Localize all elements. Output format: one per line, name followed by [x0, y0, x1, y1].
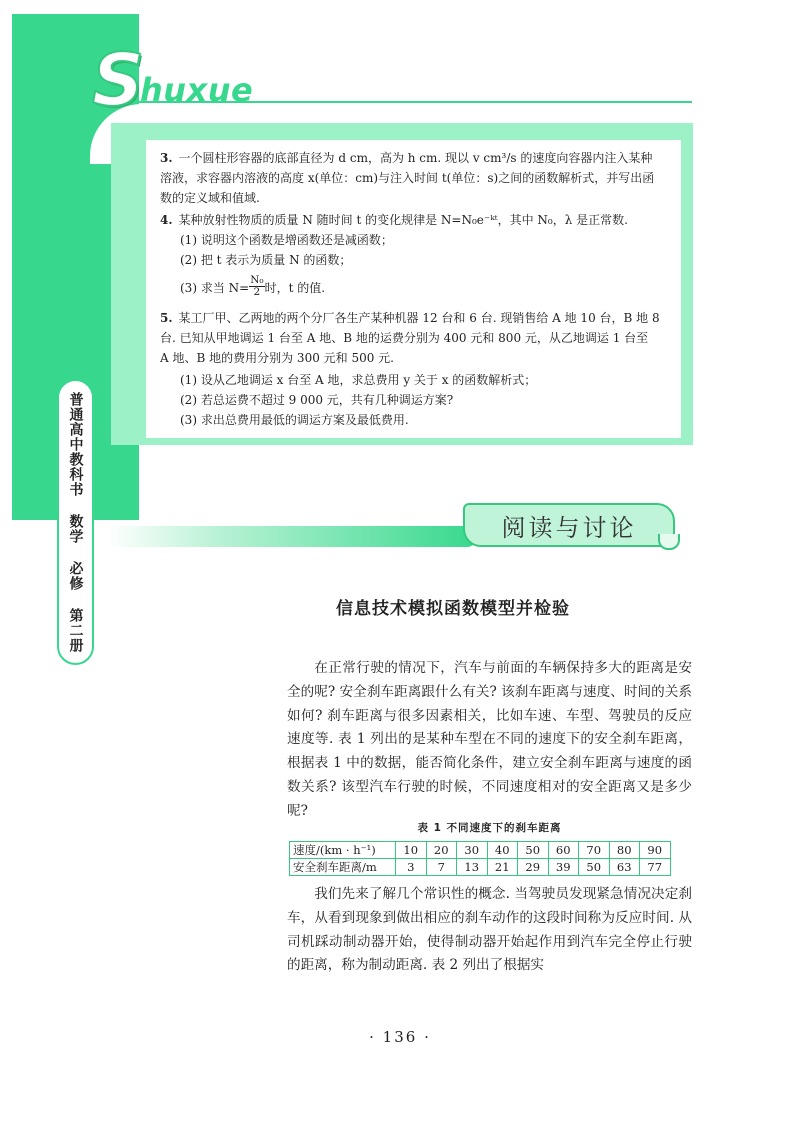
logo-initial: S	[92, 38, 144, 122]
exercise-3	[160, 148, 660, 208]
table-cell: 30	[457, 842, 488, 859]
side-label-text: 普通高中教科书 数学 必修 第二册	[67, 392, 84, 653]
table-cell: 3	[396, 859, 427, 876]
banner-bar	[107, 526, 477, 547]
table-cell: 13	[457, 859, 488, 876]
exercise-5-number: 5.	[160, 311, 173, 325]
table-cell: 29	[518, 859, 549, 876]
table-cell: 60	[548, 842, 579, 859]
table-caption: 表 1 不同速度下的刹车距离	[417, 822, 562, 834]
table-cell: 80	[609, 842, 640, 859]
table-row-speed	[290, 842, 671, 859]
exercise-4-part-3-pre: (3) 求当 N=	[180, 281, 250, 295]
body-paragraph-1: 在正常行驶的情况下，汽车与前面的车辆保持多大的距离是安全的呢? 安全刹车距离跟什么有关? 该刹车距离与速度、时间的关系如何? 刹车距离与很多因素相关，比如车速、车型、驾驶员的反应速度等. 表 1 列出的是某种车型在不同的速度下的安全刹车距离，根据表 1 中的数据，能否简化条件，建立安全刹车距离与速度的函数关系? 该型汽车行驶的时候，不同速度相对的安全距离又是多少呢?	[287, 660, 692, 819]
exercise-5-part-2: (2) 若总运费不超过 9 000 元，共有几种调运方案?	[180, 393, 454, 407]
table-cell: 63	[609, 859, 640, 876]
exercise-5	[160, 308, 660, 368]
banner-title: 阅读与讨论	[501, 513, 637, 542]
table-cell: 39	[548, 859, 579, 876]
fraction-numerator: N₀	[250, 274, 264, 286]
exercise-3-number: 3.	[160, 151, 173, 165]
table-row-distance	[290, 859, 671, 876]
table-cell: 40	[487, 842, 518, 859]
table-cell: 77	[640, 859, 671, 876]
section-title: 信息技术模拟函数模型并检验	[336, 599, 570, 619]
exercise-5-part-1: (1) 设从乙地调运 x 台至 A 地，求总费用 y 关于 x 的函数解析式；	[180, 373, 537, 387]
exercise-4-part-3	[180, 274, 660, 300]
exercise-4-number: 4.	[160, 213, 173, 227]
exercise-4-text: 某种放射性物质的质量 N 随时间 t 的变化规律是 N=N₀e⁻ᵏᵗ，其中 N₀，λ 是正常数.	[178, 213, 628, 227]
exercise-4	[160, 210, 660, 230]
exercise-5-text: 某工厂甲、乙两地的两个分厂各生产某种机器 12 台和 6 台. 现销售给 A 地 10 台，B 地 8 台. 已知从甲地调运 1 台至 A 地、B 地的运费分别为 400 元和 800 元，从乙地调运 1 台至 A 地、B 地的费用分别为 300 元和 500 元.	[160, 311, 660, 365]
exercise-4-part-1: (1) 说明这个函数是增函数还是减函数；	[180, 233, 393, 247]
speed-distance-table	[289, 841, 671, 876]
exercise-4-part-3-post: 时，t 的值.	[264, 281, 326, 295]
page-number: · 136 ·	[369, 1028, 431, 1046]
fraction-denominator: 2	[253, 286, 261, 298]
fraction	[249, 275, 264, 298]
table-cell: 10	[396, 842, 427, 859]
table-cell: 70	[579, 842, 610, 859]
table-cell: 90	[640, 842, 671, 859]
table-cell: 7	[426, 859, 457, 876]
table-cell: 20	[426, 842, 457, 859]
table-header-distance: 安全刹车距离/m	[290, 859, 396, 876]
exercise-3-text: 一个圆柱形容器的底部直径为 d cm，高为 h cm. 现以 v cm³/s 的速度向容器内注入某种溶液，求容器内溶液的高度 x(单位：cm)与注入时间 t(单位：s)之间的函数解析式，并写出函数的定义域和值域.	[160, 151, 655, 205]
logo-text: huxue	[140, 71, 254, 109]
table-cell: 21	[487, 859, 518, 876]
exercise-4-part-2: (2) 把 t 表示为质量 N 的函数；	[180, 253, 352, 267]
table-cell: 50	[518, 842, 549, 859]
body-paragraph-2: 我们先来了解几个常识性的概念. 当驾驶员发现紧急情况决定刹车，从看到现象到做出相应的刹车动作的这段时间称为反应时间. 从司机踩动制动器开始，使得制动器开始起作用到汽车完全停止行驶的距离，称为制动距离. 表 2 列出了根据实	[287, 886, 692, 974]
table-cell: 50	[579, 859, 610, 876]
exercise-5-part-3: (3) 求出总费用最低的调运方案及最低费用.	[180, 413, 409, 427]
table-header-speed: 速度/(km · h⁻¹)	[290, 842, 396, 859]
